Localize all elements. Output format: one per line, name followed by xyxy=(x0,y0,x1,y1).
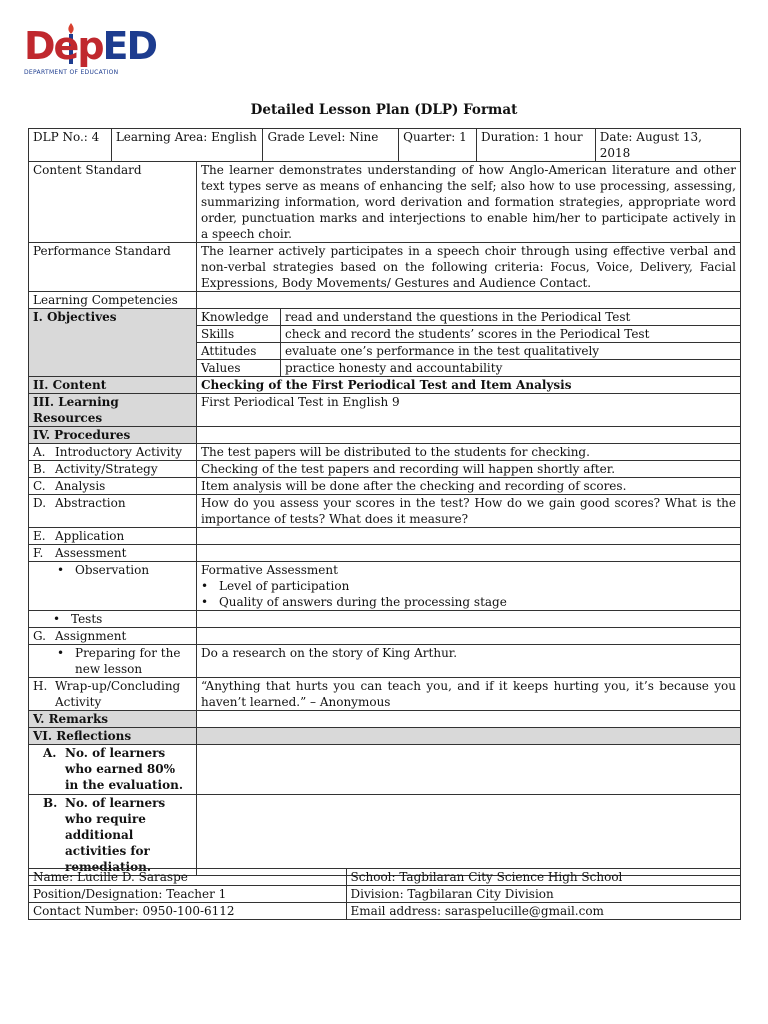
quarter: Quarter: 1 xyxy=(399,129,477,161)
objective-key: Knowledge xyxy=(197,309,281,326)
objectives-table xyxy=(197,309,740,376)
procedure-label: G. Assignment xyxy=(29,628,197,645)
procedure-text xyxy=(196,528,740,545)
teacher-info-row xyxy=(29,869,741,886)
procedure-text: The test papers will be distributed to the students for checking. xyxy=(196,444,740,461)
dlp-number: DLP No.: 4 xyxy=(29,129,112,161)
observation-bullet: • Level of participation xyxy=(200,579,350,593)
reflection-row xyxy=(29,795,741,876)
procedure-label: B. Activity/Strategy xyxy=(29,461,197,478)
preparing-label: • Preparing for the new lesson xyxy=(29,645,197,678)
objectives-row xyxy=(29,309,741,377)
wrapup-text: “Anything that hurts you can teach you, and if it keeps hurting you, it’s because you haven’t learned.” – Anonymous xyxy=(196,678,740,711)
teacher-info-row xyxy=(29,886,741,903)
grade-level: Grade Level: Nine xyxy=(263,129,399,161)
teacher-name: Name: Lucille D. Saraspe xyxy=(29,869,347,886)
procedure-row xyxy=(29,628,741,645)
learning-competencies-text xyxy=(196,292,740,309)
procedure-row xyxy=(29,528,741,545)
remarks-label: V. Remarks xyxy=(29,711,197,728)
learning-area: Learning Area: English xyxy=(112,129,264,161)
reflection-row xyxy=(29,745,741,795)
teacher-position: Position/Designation: Teacher 1 xyxy=(29,886,347,903)
procedure-label: E. Application xyxy=(29,528,197,545)
school-name: School: Tagbilaran City Science High School xyxy=(346,869,740,886)
objective-row xyxy=(197,360,740,377)
objective-value: read and understand the questions in the Periodical Test xyxy=(280,309,740,326)
objective-value: practice honesty and accountability xyxy=(284,361,503,375)
reflection-label: B. No. of learners who require additional activities for remediation. xyxy=(29,795,197,876)
learning-competencies-label: Learning Competencies xyxy=(29,292,197,309)
procedure-label: A. Introductory Activity xyxy=(29,444,197,461)
reflection-label: A. No. of learners who earned 80% in the evaluation. xyxy=(29,745,197,795)
preparing-row xyxy=(29,645,741,678)
content-label: II. Content xyxy=(29,377,197,394)
content-standard-row xyxy=(29,162,741,243)
teacher-info-table xyxy=(28,868,741,920)
division-name: Division: Tagbilaran City Division xyxy=(346,886,740,903)
procedure-row xyxy=(29,461,741,478)
procedure-label: F. Assessment xyxy=(29,545,197,562)
procedures-label: IV. Procedures xyxy=(29,427,197,444)
remarks-text xyxy=(196,711,740,728)
procedure-text: Checking of the test papers and recording will happen shortly after. xyxy=(196,461,740,478)
logo-subtitle: DEPARTMENT OF EDUCATION xyxy=(24,69,119,76)
objective-value: check and record the students’ scores in the Periodical Test xyxy=(280,326,740,343)
procedure-label: D. Abstraction xyxy=(29,495,197,528)
procedure-text: Item analysis will be done after the checking and recording of scores. xyxy=(196,478,740,495)
teacher-info-row xyxy=(29,903,741,920)
tests-text xyxy=(196,611,740,628)
objective-key: Values xyxy=(197,360,281,377)
remarks-row xyxy=(29,711,741,728)
objective-row xyxy=(197,309,740,326)
procedure-row xyxy=(29,444,741,461)
wrapup-label: H. Wrap-up/Concluding Activity xyxy=(29,678,197,711)
objectives-label: I. Objectives xyxy=(29,309,197,377)
learning-resources-text: First Periodical Test in English 9 xyxy=(196,394,740,427)
objective-key: Attitudes xyxy=(197,343,281,360)
learning-resources-label: III. Learning Resources xyxy=(29,394,197,427)
document-title: Detailed Lesson Plan (DLP) Format xyxy=(250,102,518,118)
performance-standard-label: Performance Standard xyxy=(29,243,197,292)
procedure-row xyxy=(29,495,741,528)
procedure-row xyxy=(29,478,741,495)
date: Date: August 13, 2018 xyxy=(599,130,702,160)
reflections-row xyxy=(29,728,741,745)
email-address: Email address: saraspelucille@gmail.com xyxy=(346,903,740,920)
tests-row xyxy=(29,611,741,628)
procedure-text xyxy=(196,628,740,645)
logo-wordmark: DepED xyxy=(24,24,157,68)
preparing-text: Do a research on the story of King Arthur. xyxy=(196,645,740,678)
header-row xyxy=(29,129,741,162)
performance-standard-row xyxy=(29,243,741,292)
content-standard-label: Content Standard xyxy=(29,162,197,243)
learning-competencies-row xyxy=(29,292,741,309)
duration: Duration: 1 hour xyxy=(477,129,596,161)
objective-row xyxy=(197,343,740,360)
procedure-text: How do you assess your scores in the test? How do we gain good scores? What is the importance of tests? What does it measure? xyxy=(196,495,740,528)
lesson-plan-table xyxy=(28,128,741,876)
objective-value: evaluate one’s performance in the test qualitatively xyxy=(280,343,740,360)
tests-label: • Tests xyxy=(29,611,197,628)
observation-row xyxy=(29,562,741,611)
procedure-text xyxy=(196,545,740,562)
reflection-text xyxy=(196,745,740,795)
content-text: Checking of the First Periodical Test and Item Analysis xyxy=(196,377,740,394)
procedure-row xyxy=(29,545,741,562)
procedure-label: C. Analysis xyxy=(29,478,197,495)
observation-heading: Formative Assessment xyxy=(200,563,338,577)
learning-resources-row xyxy=(29,394,741,427)
procedures-row xyxy=(29,427,741,444)
reflection-text xyxy=(196,795,740,876)
performance-standard-text: The learner actively participates in a speech choir through using effective verbal and non-verbal strategies based on the following criteria: Focus, Voice, Delivery, Facial Expressions, Body Movements/ Gestures and Audience Contact. xyxy=(196,243,740,292)
deped-logo xyxy=(24,22,157,82)
content-standard-text: The learner demonstrates understanding of how Anglo-American literature and other text types serve as means of enhancing the self; also how to use processing, assessing, summarizing information, word derivation and formation strategies, appropriate word order, punctuation marks and interjections to enable him/her to participate actively in a speech choir. xyxy=(196,162,740,243)
content-row xyxy=(29,377,741,394)
observation-label: • Observation xyxy=(29,562,197,611)
objective-row xyxy=(197,326,740,343)
objective-key: Skills xyxy=(197,326,281,343)
contact-number: Contact Number: 0950-100-6112 xyxy=(29,903,347,920)
reflections-label: VI. Reflections xyxy=(29,728,197,745)
observation-bullet: • Quality of answers during the processing stage xyxy=(200,595,507,609)
wrapup-row xyxy=(29,678,741,711)
